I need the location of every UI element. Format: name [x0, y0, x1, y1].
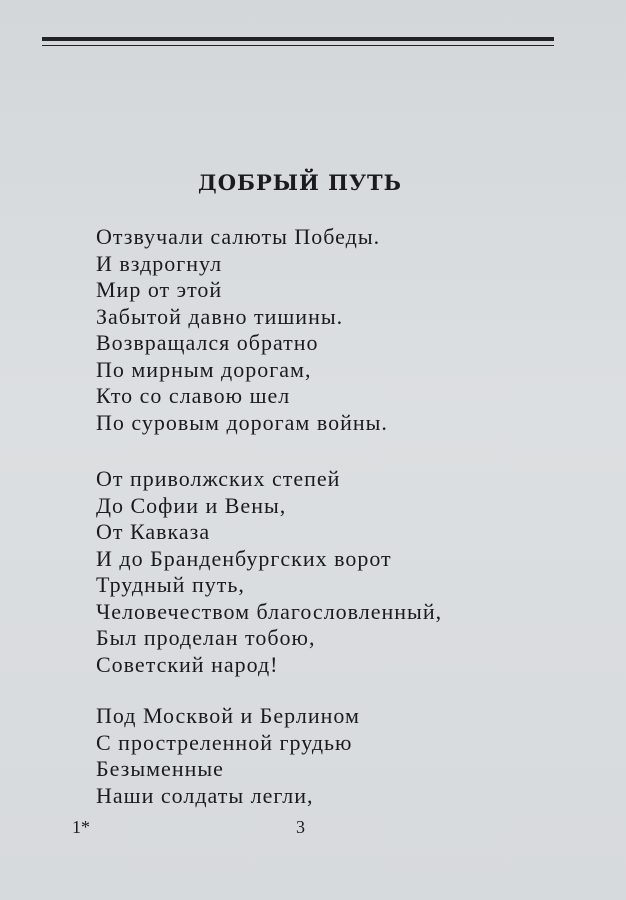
- poem-line: Возвращался обратно: [96, 330, 319, 355]
- page-number: 3: [296, 817, 305, 837]
- poem-line: Советский народ!: [96, 651, 279, 677]
- poem-line: С простреленной грудью: [96, 729, 353, 755]
- poem-line: Наши солдаты легли,: [96, 782, 314, 808]
- stanza-1: [96, 224, 388, 436]
- poem-line: Мир от этой: [96, 277, 223, 302]
- stanza-2: [96, 466, 442, 678]
- poem-line: Был проделан тобою,: [96, 625, 316, 650]
- poem-line: И вздрогнул: [96, 250, 223, 276]
- poem-line: Отзвучали салюты Победы.: [96, 224, 381, 249]
- poem-line: От Кавказа: [96, 519, 211, 544]
- poem-line: И до Бранденбургских ворот: [96, 545, 392, 571]
- stanza-3: [96, 703, 360, 809]
- poem-line: По суровым дорогам войны.: [96, 409, 388, 435]
- header-rule-thin: [42, 45, 554, 46]
- poem-line: Под Москвой и Берлином: [96, 703, 360, 728]
- poem-line: Человечеством благословленный,: [96, 598, 443, 624]
- poem-line: До Софии и Вены,: [96, 492, 287, 518]
- poem-line: Кто со славою шел: [96, 383, 291, 408]
- signature-mark: 1*: [72, 817, 90, 837]
- poem-line: Забытой давно тишины.: [96, 303, 344, 329]
- poem-line: От приволжских степей: [96, 466, 341, 491]
- poem-title: ДОБРЫЙ ПУТЬ: [198, 170, 402, 195]
- poem-line: Трудный путь,: [96, 572, 245, 597]
- header-rule-thick: [42, 37, 554, 41]
- poem-line: Безыменные: [96, 756, 224, 781]
- poem-line: По мирным дорогам,: [96, 356, 312, 382]
